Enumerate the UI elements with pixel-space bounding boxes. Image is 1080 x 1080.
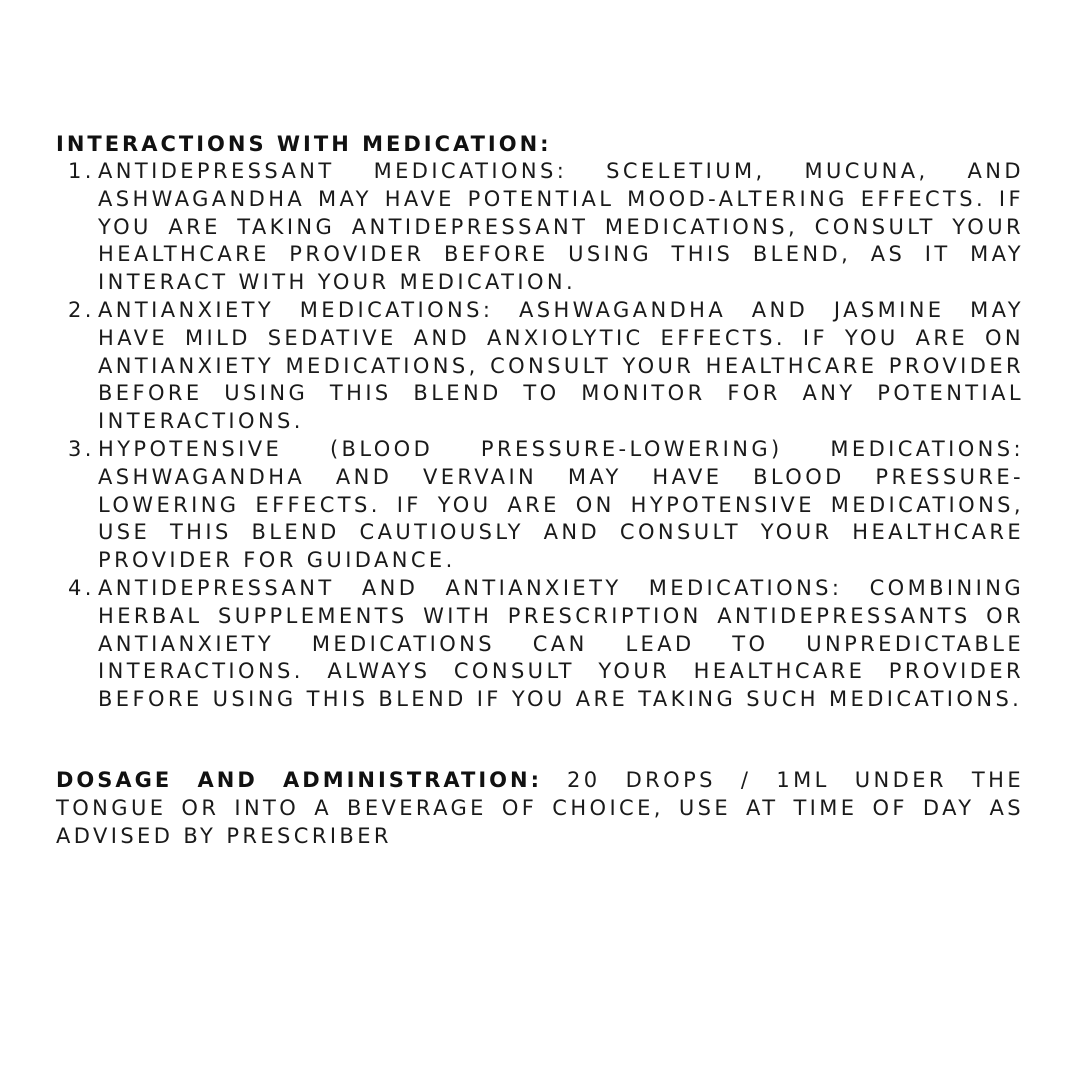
list-item-number: 2. — [68, 297, 95, 322]
list-item-text: ANTIDEPRESSANT MEDICATIONS: SCELETIUM, MUCUNA, AND ASHWAGANDHA MAY HAVE POTENTIAL MOOD-ALTERING EFFECTS. IF YOU ARE TAKING ANTIDEPRESSANT MEDICATIONS, CONSULT YOUR HEALTHCARE PROVIDER BEFORE USING THIS BLEND, AS IT MAY INTERACT WITH YOUR MEDICATION. — [98, 159, 1024, 295]
interaction-item — [56, 575, 1024, 714]
document-page — [56, 130, 1024, 871]
dosage-paragraph — [56, 766, 1024, 850]
dosage-label: DOSAGE AND ADMINISTRATION: — [56, 767, 543, 792]
list-item-number: 3. — [68, 436, 95, 461]
interaction-item — [56, 158, 1024, 297]
list-item-text: ANTIANXIETY MEDICATIONS: ASHWAGANDHA AND JASMINE MAY HAVE MILD SEDATIVE AND ANXIOLYTIC EFFECTS. IF YOU ARE ON ANTIANXIETY MEDICATIONS, CONSULT YOUR HEALTHCARE PROVIDER BEFORE USING THIS BLEND TO MONITOR FOR ANY POTENTIAL INTERACTIONS. — [98, 297, 1024, 434]
interactions-list — [56, 158, 1024, 714]
list-item-text: ANTIDEPRESSANT AND ANTIANXIETY MEDICATIONS: COMBINING HERBAL SUPPLEMENTS WITH PRESCRIPTION ANTIDEPRESSANTS OR ANTIANXIETY MEDICATIONS CAN LEAD TO UNPREDICTABLE INTERACTIONS. ALWAYS CONSULT YOUR HEALTHCARE PROVIDER BEFORE USING THIS BLEND IF YOU ARE TAKING SUCH MEDICATIONS. — [98, 575, 1024, 712]
interaction-item — [56, 297, 1024, 436]
interactions-heading: INTERACTIONS WITH MEDICATION: — [56, 132, 552, 156]
list-item-text: HYPOTENSIVE (BLOOD PRESSURE-LOWERING) MEDICATIONS: ASHWAGANDHA AND VERVAIN MAY HAVE BLOOD PRESSURE-LOWERING EFFECTS. IF YOU ARE ON HYPOTENSIVE MEDICATIONS, USE THIS BLEND CAUTIOUSLY AND CONSULT YOUR HEALTHCARE PROVIDER FOR GUIDANCE. — [98, 436, 1024, 573]
dosage-text: 20 DROPS / 1ML UNDER THE TONGUE OR INTO A BEVERAGE OF CHOICE, USE AT TIME OF DAY AS ADVISED BY PRESCRIBER — [56, 767, 1025, 848]
interaction-item — [56, 436, 1024, 575]
list-item-number: 1. — [68, 159, 95, 183]
list-item-number: 4. — [68, 575, 95, 600]
